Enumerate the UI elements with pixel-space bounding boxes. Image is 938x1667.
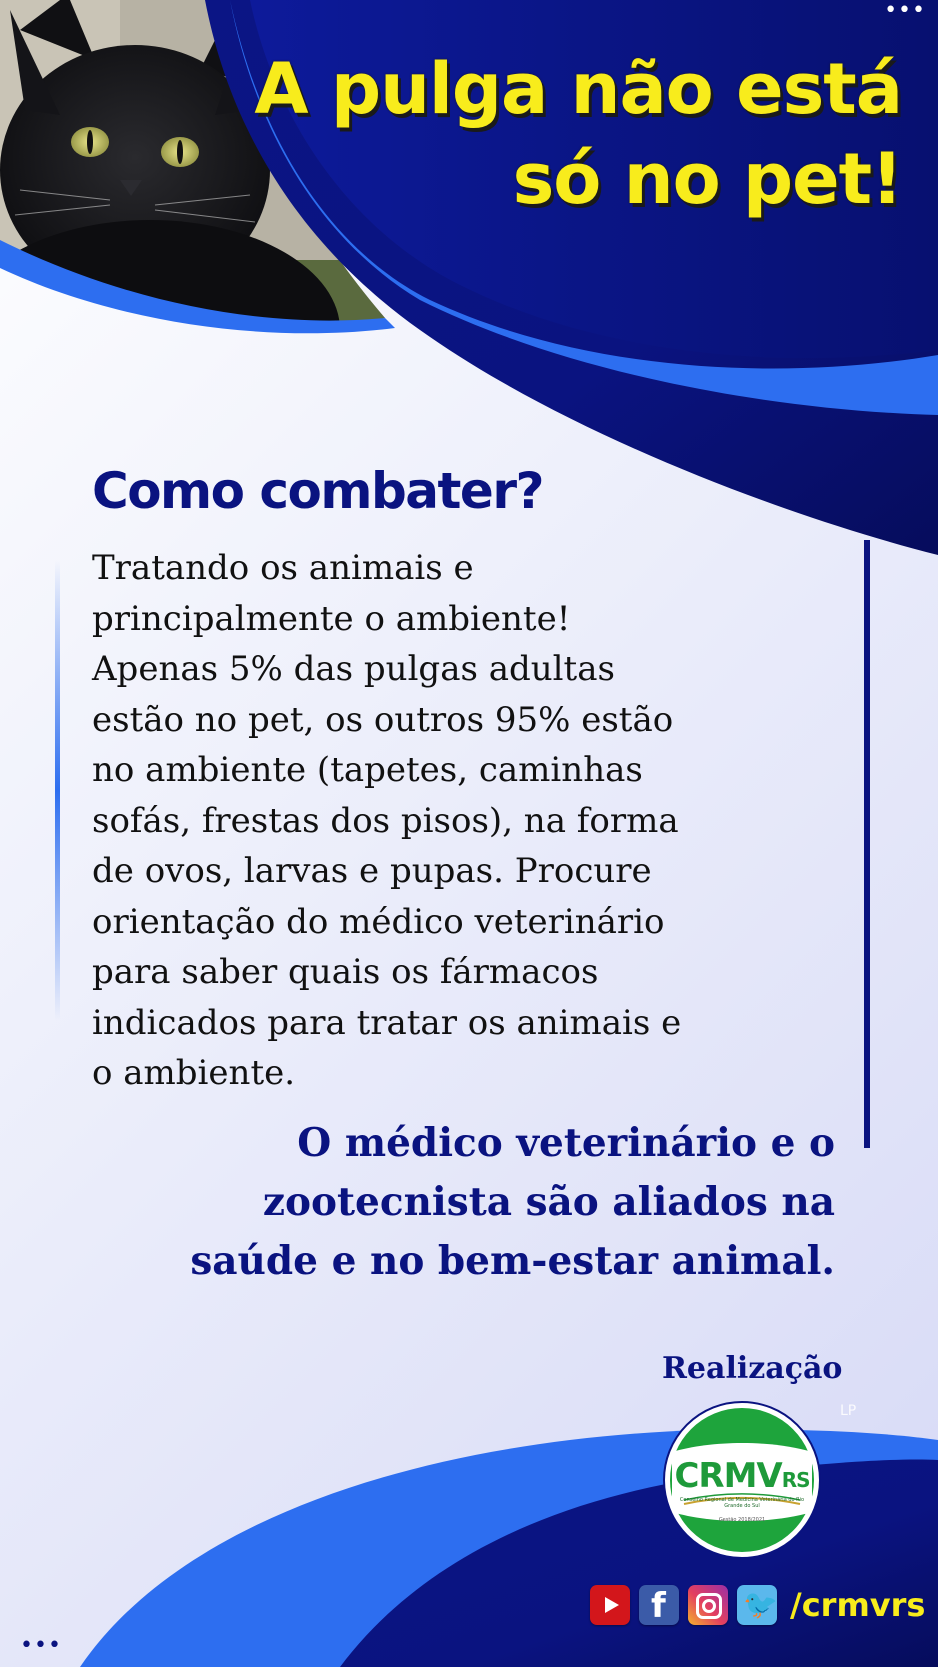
artist-signature: LP [840, 1403, 857, 1419]
logo-name [662, 1456, 822, 1496]
body-line: estão no pet, os outros 95% estão [92, 699, 674, 740]
twitter-icon[interactable]: 🐦 [737, 1585, 777, 1625]
facebook-icon[interactable]: f [639, 1585, 679, 1625]
body-line: sofás, frestas dos pisos), na forma [92, 800, 679, 841]
realizacao-label: Realização [662, 1351, 843, 1386]
tagline-line: saúde e no bem-estar animal. [190, 1238, 835, 1284]
body-line: orientação do médico veterinário [92, 901, 665, 942]
body-line: Tratando os animais e [92, 548, 474, 588]
tagline-line: O médico veterinário e o [297, 1120, 835, 1166]
body-line: no ambiente (tapetes, caminhas [92, 750, 643, 790]
body-paragraph [92, 543, 692, 1099]
body-line: o ambiente. [92, 1053, 296, 1093]
headline-line: só no pet! [512, 138, 902, 220]
section-title: Como combater? [92, 462, 543, 520]
more-options-icon[interactable]: ••• [20, 1633, 62, 1658]
crmvrs-logo[interactable] [662, 1400, 822, 1560]
body-line: Apenas 5% das pulgas adultas [92, 649, 615, 689]
social-bar [590, 1583, 925, 1627]
social-handle[interactable]: /crmvrs [790, 1586, 926, 1624]
body-line: indicados para tratar os animais e [92, 1002, 682, 1043]
instagram-icon[interactable] [688, 1585, 728, 1625]
youtube-icon[interactable] [590, 1585, 630, 1625]
logo-name-text: CRMV [674, 1456, 782, 1496]
body-line: principalmente o ambiente! [92, 598, 571, 639]
more-options-icon[interactable]: ••• [884, 0, 926, 23]
logo-subtitle: Conselho Regional de Medicina Veterinária do Rio Grande do Sul [679, 1497, 805, 1509]
body-line: de ovos, larvas e pupas. Procure [92, 851, 652, 891]
body-line: para saber quais os fármacos [92, 952, 599, 992]
logo-suffix: RS [781, 1468, 810, 1492]
left-accent-bar [55, 560, 60, 1020]
tagline-line: zootecnista são aliados na [262, 1179, 835, 1225]
logo-management: Gestão 2018/2021 [718, 1517, 766, 1523]
right-accent-bar [864, 540, 870, 1148]
tagline [190, 1114, 835, 1291]
headline-line: A pulga não está [254, 48, 902, 130]
headline [254, 44, 902, 224]
